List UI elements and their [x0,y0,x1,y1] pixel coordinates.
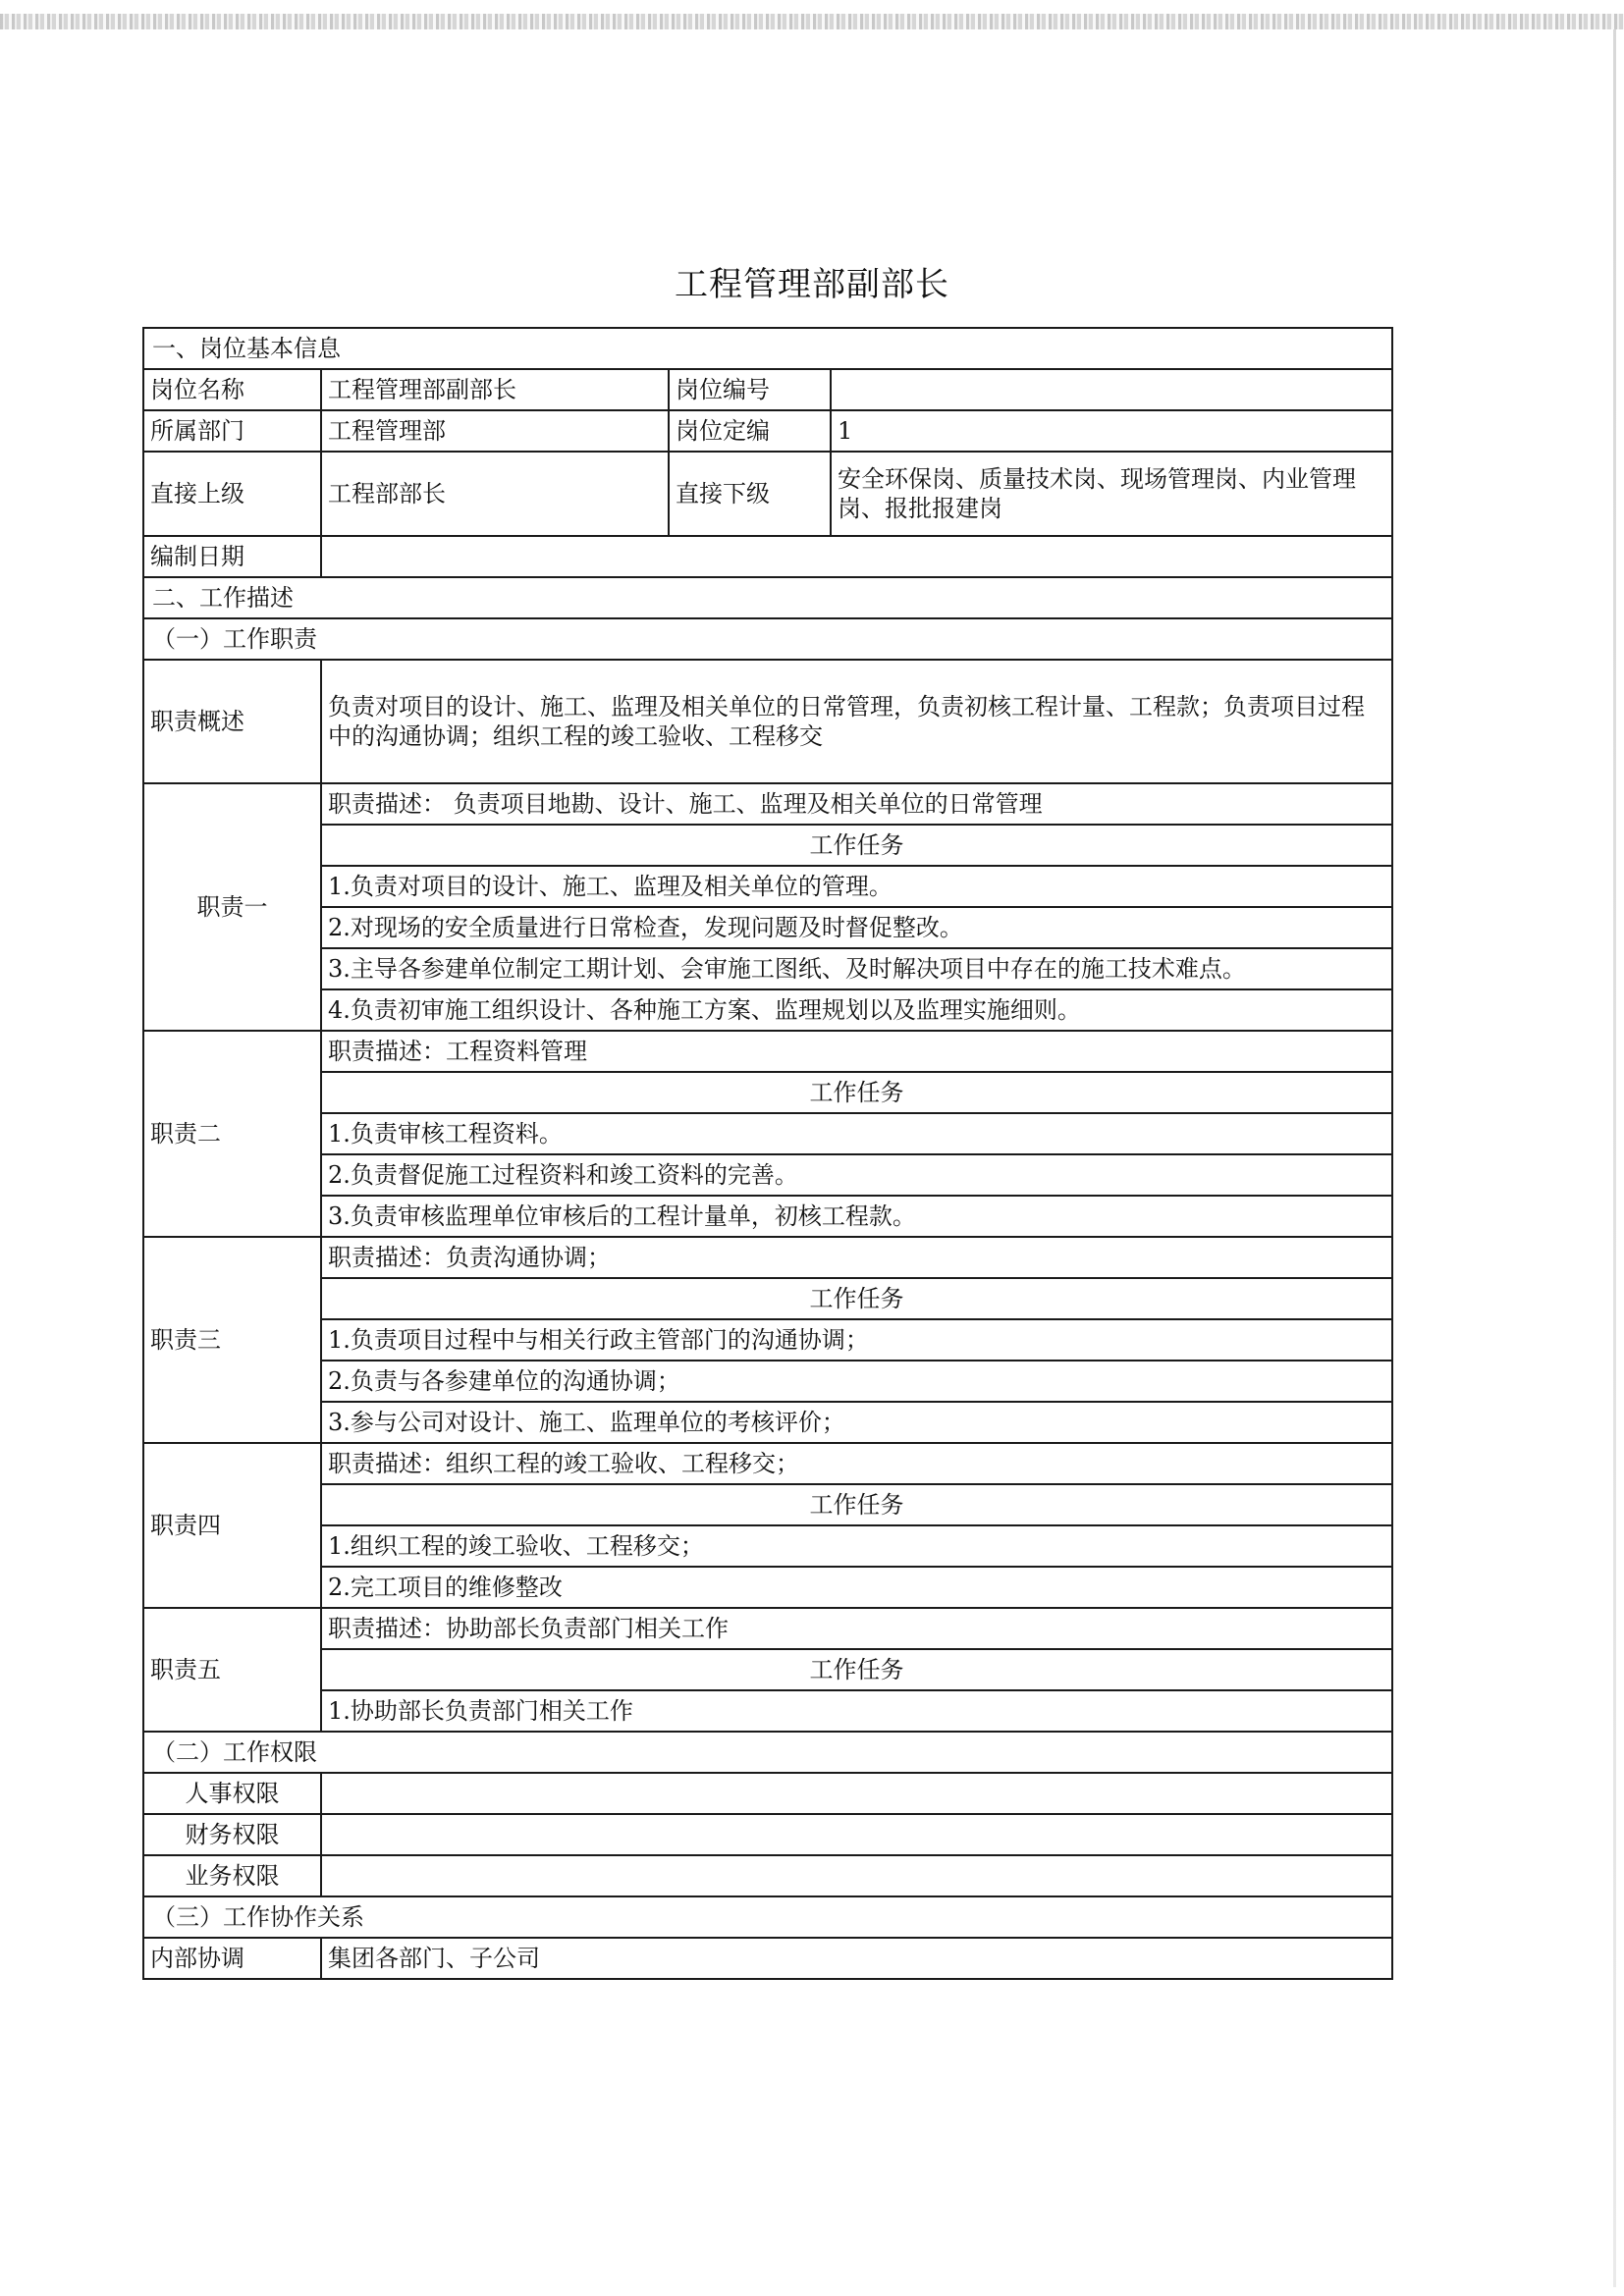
task-header: 工作任务 [321,1484,1392,1525]
subordinate-value: 安全环保岗、质量技术岗、现场管理岗、内业管理岗、报批报建岗 [831,452,1392,536]
task-item: 2.对现场的安全质量进行日常检查，发现问题及时督促整改。 [321,907,1392,948]
task-row [143,1319,1392,1361]
table-row [143,410,1392,452]
section-row [143,577,1392,618]
task-item: 1.协助部长负责部门相关工作 [321,1690,1392,1732]
section-row [143,1732,1392,1773]
page-title: 工程管理部副部长 [675,265,949,304]
table-row [143,452,1392,536]
duty-description: 职责描述：协助部长负责部门相关工作 [321,1608,1392,1649]
task-row [143,948,1392,989]
table-row [143,660,1392,783]
job-description-sheet [142,327,1391,1980]
task-item: 3.主导各参建单位制定工期计划、会审施工图纸、及时解决项目中存在的施工技术难点。 [321,948,1392,989]
section-heading-basic: 一、岗位基本信息 [143,328,1392,369]
table-row [143,536,1392,577]
task-row [143,1402,1392,1443]
task-header: 工作任务 [321,1649,1392,1690]
task-item: 2.完工项目的维修整改 [321,1567,1392,1608]
date-value [321,536,1392,577]
duty-description: 职责描述：工程资料管理 [321,1031,1392,1072]
field-label: 岗位名称 [143,369,321,410]
task-row [143,1525,1392,1567]
position-name-value: 工程管理部副部长 [321,369,669,410]
duty-label: 职责二 [143,1031,321,1237]
duty-task-header-row [143,1484,1392,1525]
authority-label: 业务权限 [143,1855,321,1896]
field-label: 所属部门 [143,410,321,452]
position-no-value [831,369,1392,410]
duty-label: 职责一 [143,783,321,1031]
task-header: 工作任务 [321,1072,1392,1113]
table-row [143,1773,1392,1814]
task-row [143,1154,1392,1196]
duty-desc-row [143,1237,1392,1278]
task-row [143,1567,1392,1608]
scan-edge-noise [0,14,1624,29]
superior-value: 工程部部长 [321,452,669,536]
department-value: 工程管理部 [321,410,669,452]
duty-desc-row [143,1443,1392,1484]
duty-task-header-row [143,1072,1392,1113]
duty-desc-row [143,1608,1392,1649]
task-row [143,989,1392,1031]
duty-desc-row [143,783,1392,825]
task-item: 1.负责对项目的设计、施工、监理及相关单位的管理。 [321,866,1392,907]
subsection-heading-duties: （一）工作职责 [143,618,1392,660]
field-label: 直接下级 [669,452,831,536]
task-row [143,1113,1392,1154]
field-label: 直接上级 [143,452,321,536]
duty-task-header-row [143,1649,1392,1690]
authority-label: 人事权限 [143,1773,321,1814]
subsection-heading-coop: （三）工作协作关系 [143,1896,1392,1938]
field-label: 编制日期 [143,536,321,577]
task-row [143,907,1392,948]
table-row [143,369,1392,410]
task-header: 工作任务 [321,825,1392,866]
section-row [143,328,1392,369]
task-item: 1.组织工程的竣工验收、工程移交； [321,1525,1392,1567]
task-item: 3.负责审核监理单位审核后的工程计量单，初核工程款。 [321,1196,1392,1237]
duty-label: 职责三 [143,1237,321,1443]
task-item: 2.负责督促施工过程资料和竣工资料的完善。 [321,1154,1392,1196]
section-heading-work: 二、工作描述 [143,577,1392,618]
table-row [143,1938,1392,1979]
task-header: 工作任务 [321,1278,1392,1319]
task-item: 3.参与公司对设计、施工、监理单位的考核评价； [321,1402,1392,1443]
internal-coop-value: 集团各部门、子公司 [321,1938,1392,1979]
field-label: 岗位定编 [669,410,831,452]
overview-value: 负责对项目的设计、施工、监理及相关单位的日常管理，负责初核工程计量、工程款；负责项目过程中的沟通协调；组织工程的竣工验收、工程移交 [321,660,1392,783]
authority-value [321,1814,1392,1855]
task-row [143,1690,1392,1732]
duty-description: 职责描述：负责沟通协调； [321,1237,1392,1278]
authority-value [321,1773,1392,1814]
task-row [143,866,1392,907]
section-row [143,618,1392,660]
duty-task-header-row [143,825,1392,866]
task-item: 1.负责项目过程中与相关行政主管部门的沟通协调； [321,1319,1392,1361]
duty-label: 职责五 [143,1608,321,1732]
field-label: 岗位编号 [669,369,831,410]
subsection-heading-authority: （二）工作权限 [143,1732,1392,1773]
task-item: 1.负责审核工程资料。 [321,1113,1392,1154]
duty-label: 职责四 [143,1443,321,1608]
headcount-value: 1 [831,410,1392,452]
duty-description: 职责描述： 负责项目地勘、设计、施工、监理及相关单位的日常管理 [321,783,1392,825]
duty-description: 职责描述：组织工程的竣工验收、工程移交； [321,1443,1392,1484]
task-row [143,1196,1392,1237]
task-row [143,1361,1392,1402]
task-item: 4.负责初审施工组织设计、各种施工方案、监理规划以及监理实施细则。 [321,989,1392,1031]
authority-label: 财务权限 [143,1814,321,1855]
table-row [143,1855,1392,1896]
duty-desc-row [143,1031,1392,1072]
field-label: 内部协调 [143,1938,321,1979]
job-description-table [142,327,1393,1980]
duty-task-header-row [143,1278,1392,1319]
authority-value [321,1855,1392,1896]
field-label: 职责概述 [143,660,321,783]
scan-fold-line [1613,29,1616,2287]
table-row [143,1814,1392,1855]
section-row [143,1896,1392,1938]
task-item: 2.负责与各参建单位的沟通协调； [321,1361,1392,1402]
